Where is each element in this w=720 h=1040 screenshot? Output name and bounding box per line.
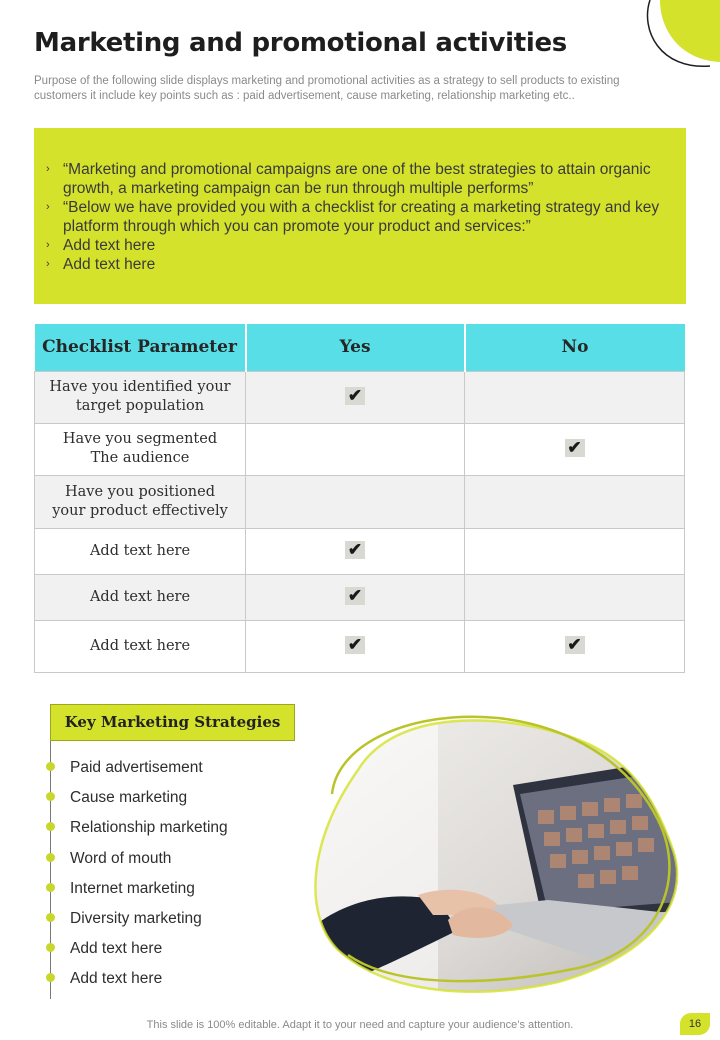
checklist-parameter-cell: Have you positioned your product effectively <box>35 475 246 528</box>
checklist-yes-cell <box>246 475 465 528</box>
checklist-row <box>35 574 685 620</box>
checklist-yes-cell <box>246 620 465 672</box>
check-icon: ✔ <box>345 636 365 654</box>
chevron-right-icon: › <box>46 258 50 270</box>
intro-bullet: › Add text here <box>46 256 156 273</box>
bullet-dot-icon <box>46 943 55 952</box>
strategy-item <box>46 969 228 999</box>
bullet-dot-icon <box>46 973 55 982</box>
strategy-item <box>46 939 228 969</box>
checklist-no-cell <box>465 475 685 528</box>
chevron-right-icon: › <box>46 239 50 251</box>
strategy-label: Diversity marketing <box>70 909 202 927</box>
page-number: 16 <box>680 1013 710 1035</box>
checklist-row <box>35 423 685 475</box>
intro-bullet: › “Below we have provided you with a checklist for creating a marketing strategy and key platform through which you can promote your product and services:” <box>46 199 660 235</box>
checklist-parameter-cell: Add text here <box>35 528 246 574</box>
header-checklist-parameter: Checklist Parameter <box>35 324 246 371</box>
check-icon: ✔ <box>345 387 365 405</box>
checklist-parameter-cell: Have you identified your target population <box>35 371 246 423</box>
checklist-no-cell <box>465 528 685 574</box>
page-title: Marketing and promotional activities <box>34 28 567 58</box>
checklist-no-cell <box>465 423 685 475</box>
checklist-yes-cell <box>246 371 465 423</box>
bullet-dot-icon <box>46 822 55 831</box>
checklist-row <box>35 528 685 574</box>
header-yes: Yes <box>246 324 465 371</box>
check-icon: ✔ <box>565 636 585 654</box>
strategy-item <box>46 849 228 879</box>
strategy-label: Relationship marketing <box>70 819 228 837</box>
intro-bullet: › “Marketing and promotional campaigns are one of the best strategies to attain organic growth, a marketing campaign can be run through multiple performs” <box>46 161 651 197</box>
strategy-label: Word of mouth <box>70 849 172 867</box>
check-icon: ✔ <box>345 541 365 559</box>
page-subtitle: Purpose of the following slide displays marketing and promotional activities as a strategy to sell products to existing customers it include key points such as : paid advertisement, cause marketing, relationship marketing etc.. <box>34 75 620 102</box>
key-strategies-heading: Key Marketing Strategies <box>50 704 295 741</box>
checklist-parameter-cell: Add text here <box>35 574 246 620</box>
strategy-item <box>46 909 228 939</box>
strategy-label: Cause marketing <box>70 789 188 807</box>
intro-bullet: › Add text here <box>46 237 156 254</box>
checklist-row <box>35 371 685 423</box>
checklist-yes-cell <box>246 528 465 574</box>
footer-note: This slide is 100% editable. Adapt it to your need and capture your audience’s attention. <box>146 1019 574 1031</box>
strategy-item <box>46 818 228 848</box>
strategy-item <box>46 879 228 909</box>
strategy-label: Internet marketing <box>70 879 195 897</box>
bullet-dot-icon <box>46 853 55 862</box>
checklist-no-cell <box>465 620 685 672</box>
intro-callout <box>34 128 686 304</box>
strategy-item <box>46 788 228 818</box>
checklist-parameter-cell: Have you segmented The audience <box>35 423 246 475</box>
checklist-header-row <box>35 324 685 371</box>
checklist-row <box>35 475 685 528</box>
checklist-parameter-cell: Add text here <box>35 620 246 672</box>
checklist-table <box>34 324 685 673</box>
intro-bullet-list <box>46 160 666 274</box>
strategy-item <box>46 758 228 788</box>
chevron-right-icon: › <box>46 163 50 175</box>
checklist-yes-cell <box>246 423 465 475</box>
bullet-dot-icon <box>46 883 55 892</box>
check-icon: ✔ <box>345 587 365 605</box>
header-no: No <box>465 324 685 371</box>
laptop-photo <box>298 700 688 1000</box>
strategies-list <box>46 758 228 1000</box>
check-icon: ✔ <box>565 439 585 457</box>
checklist-no-cell <box>465 371 685 423</box>
checklist-row <box>35 620 685 672</box>
strategy-label: Add text here <box>70 970 163 988</box>
bullet-dot-icon <box>46 913 55 922</box>
corner-decoration <box>640 0 720 80</box>
checklist-yes-cell <box>246 574 465 620</box>
strategy-label: Paid advertisement <box>70 759 203 776</box>
chevron-right-icon: › <box>46 201 50 213</box>
checklist-no-cell <box>465 574 685 620</box>
bullet-dot-icon <box>46 762 55 771</box>
bullet-dot-icon <box>46 792 55 801</box>
strategy-label: Add text here <box>70 940 163 958</box>
